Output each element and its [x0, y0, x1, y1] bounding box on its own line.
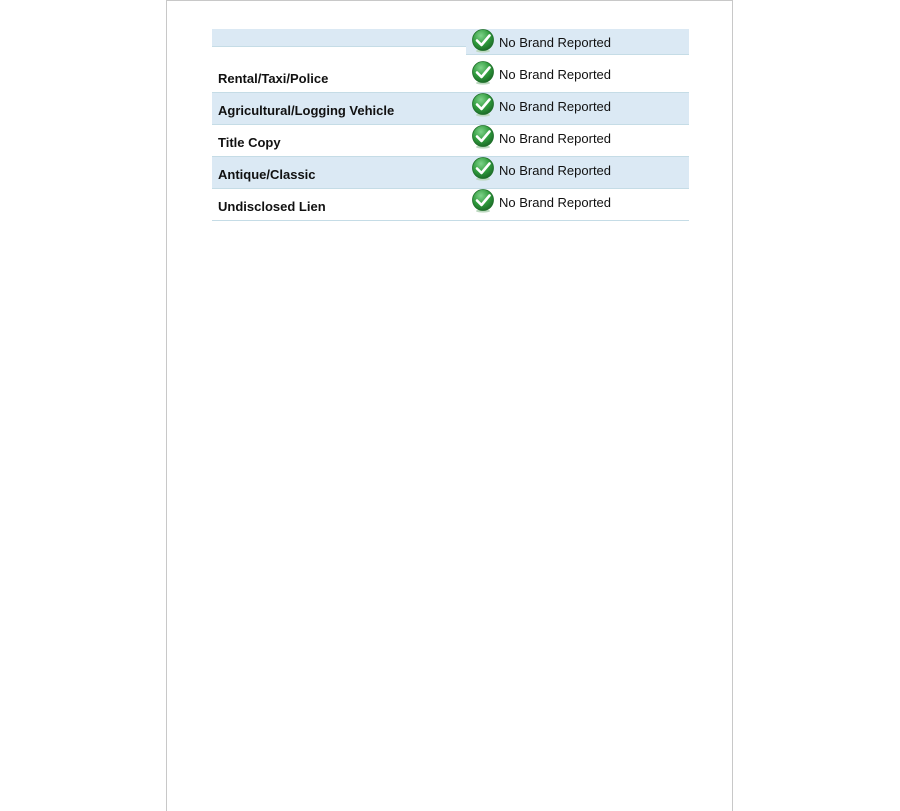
table-row: [212, 61, 689, 93]
report-page: [166, 0, 733, 811]
green-checkmark-icon: [472, 93, 494, 117]
brand-status: No Brand Reported: [499, 195, 612, 210]
brand-label: Undisclosed Lien: [212, 189, 466, 221]
brand-status-cell: [466, 125, 689, 157]
brand-status-cell: [466, 29, 689, 55]
brand-label: Title Copy: [212, 125, 466, 157]
green-checkmark-icon: [472, 61, 494, 85]
brand-status-cell: [466, 157, 689, 189]
table-row: [212, 157, 689, 189]
brand-status-cell: [466, 61, 689, 93]
green-checkmark-icon: [472, 29, 494, 53]
table-row: [212, 29, 689, 61]
brand-status-cell: [466, 189, 689, 221]
brand-check-table: [212, 29, 689, 221]
table-row: [212, 93, 689, 125]
brand-status: No Brand Reported: [499, 35, 612, 50]
green-checkmark-icon: [472, 189, 494, 213]
brand-status: No Brand Reported: [499, 67, 612, 82]
brand-status: No Brand Reported: [499, 99, 612, 114]
brand-label: Antique/Classic: [212, 157, 466, 189]
brand-status-cell: [466, 93, 689, 125]
brand-label: Agricultural/Logging Vehicle: [212, 93, 466, 125]
table-row: [212, 189, 689, 221]
green-checkmark-icon: [472, 157, 494, 181]
table-row: [212, 125, 689, 157]
brand-label: [212, 29, 466, 47]
brand-status: No Brand Reported: [499, 131, 612, 146]
brand-label: Rental/Taxi/Police: [212, 61, 466, 93]
green-checkmark-icon: [472, 125, 494, 149]
brand-status: No Brand Reported: [499, 163, 612, 178]
